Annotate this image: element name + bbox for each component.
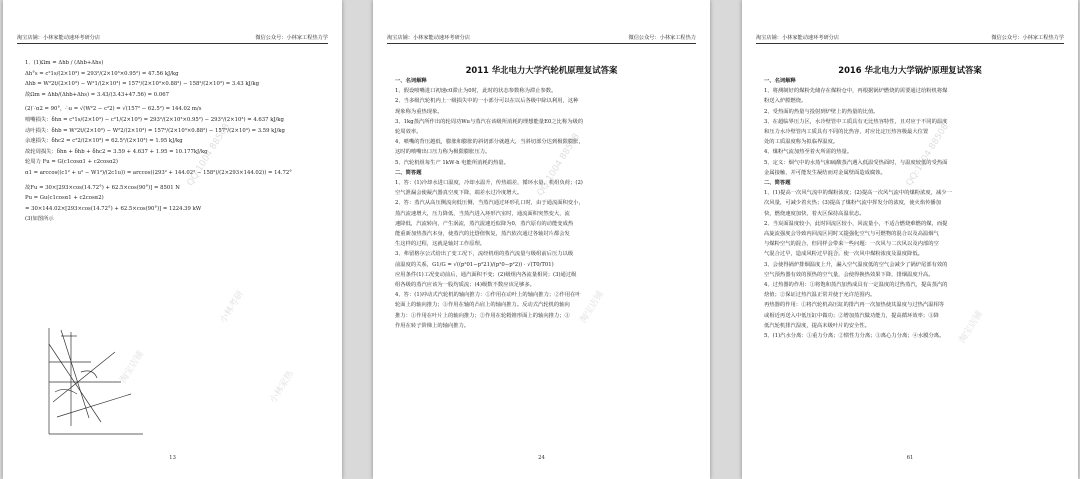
page-body [395, 76, 692, 331]
watermark: 小林考研 [827, 229, 856, 266]
text-line: 或相近再送入中低压缸中做功；②增加蒸汽做功能力，提高循环效率；③降 [764, 312, 939, 319]
section-heading: 一、名词解释 [395, 78, 427, 84]
text-line: 作用在转子阶梯上的轴向推力。 [395, 322, 470, 329]
text-line: 速降低，汽流转向，产生涡流，蒸汽流速近似降为0，蒸汽原有的动能变成热 [395, 220, 574, 227]
document-page-3 [742, 0, 1078, 479]
text-line: 现象称为重热现象。 [395, 108, 443, 115]
page-number: 24 [538, 455, 545, 461]
text-line: (3)如图所示 [25, 216, 54, 223]
text-line: 高旋流强度会导致内回流区同时又提强化空气与可燃物的混合以及高温烟气 [764, 231, 939, 238]
text-line: 空气泄漏会使凝汽器真空度下降，端差水过冷度增大。 [395, 190, 523, 197]
text-line: 应用条件(1)工况变动前后，通汽面积不变；(2)级组内各流量相同；(3)通过级 [395, 271, 577, 278]
text-line: 和压力水冷壁管内工质具有不同的比热容，对应比定压热容极最大位置 [764, 129, 929, 136]
text-line: 推力：①作用在叶片上的轴向推力；②作用在轮毂锥形面上的轴向推力；③ [395, 312, 570, 319]
header-shop: 淘宝店铺：小林家能动速环考研分店 [756, 35, 840, 41]
page-body [764, 76, 1060, 341]
text-line: 蒸汽流速增大，压力降低，当蒸汽进入环形汽室时，通流面积突然变大，流 [395, 210, 570, 217]
page-title: 2016 华北电力大学锅炉原理复试答案 [838, 65, 982, 75]
text-line: 处的工质温度称为拟临界温度。 [764, 139, 839, 146]
section-heading: 二、简答题 [764, 180, 791, 187]
text-line: 空气预热器有效的预热的空气量，会使得换热效果下降，排烟温度升高。 [764, 271, 934, 278]
watermark: QQ:1004 88508 [904, 121, 952, 189]
text-line: 故Ωm = Δhb/(Δhb+Δhs) = 3.43/(3.43+47.56) = 0.067 [25, 91, 169, 98]
text-line: 次风量，可减少着火热；(3)提高了煤粉气流中挥发分的浓度，使火焰传播加 [764, 200, 942, 207]
text-line: 轮面上的轴向推力；③作用在轴的凸肩上的轴向推力。反动式汽轮机的轴向 [395, 302, 570, 309]
text-line: Pu = Gu(c1cosα1 + c2cosα2) [25, 195, 104, 202]
text-line: Δh°s = c²1s/(2×10³) = 293²/(2×10³×0.95²) = 47.56 kJ/kg [25, 70, 179, 77]
header-shop: 淘宝店铺：小林家能动速环考研分店 [17, 35, 101, 41]
text-line: (2)∵α2 = 90°，∴u = √(W²2 − c²2) = √(157² − 62.5²) = 144.02 m/s [25, 106, 202, 113]
text-line: 金属接触，并可能发生凝结而对金属壁面造成腐蚀。 [764, 169, 886, 176]
text-line: 1、假设喷嘴进口初速c0滞止为0时，此时的状态参数称为滞止参数。 [395, 88, 557, 95]
page-title: 2011 华北电力大学汽轮机原理复试答案 [465, 65, 618, 75]
text-line: 焓值；②保证过热汽温正常并使于允许范围内。 [764, 292, 876, 299]
text-line: 1、(1)提高一次风气流中的煤粉浓度；(2)提高一次风气流中的煤粉浓度，减少一 [764, 190, 952, 197]
section-heading: 一、名词解释 [764, 78, 796, 84]
text-line: Δhb = W²2t/(2×10³) − W²1/(2×10³) = 157²/(2×10³×0.88²) − 158²/(2×10³) = 3.43 kJ/kg [25, 81, 260, 88]
text-line: 粉送入炉膛燃烧。 [764, 98, 807, 105]
text-line: 1．(1)Ωm = Δhb / (Δhb+Δhs) [25, 60, 104, 66]
watermark: 小林考研 [468, 209, 497, 246]
page-number: 61 [906, 455, 914, 461]
text-line: 1、答：(1)冷却水进口温度，冷却水温升，传热端差，循环水量，机组负荷；(2) [395, 180, 583, 187]
page-number: 13 [169, 455, 176, 461]
text-line: 1、将测制好的煤粉先储存在煤粉仓中，再根据锅炉燃烧的需要通过给粉机将煤 [764, 88, 948, 95]
text-line: 故Fu = 30×[293×cos(14.72°) + 62.5×cos(90°)] = 8501 N [25, 184, 180, 191]
header-shop: 淘宝店铺：小林家能动速环考研分店 [387, 35, 471, 41]
text-line: 轮周力 Fu = G(c1cosα1 + c2cosα2) [25, 159, 118, 166]
text-line: 5、(1)汽水分离：①重力分离；②惯性力分离；③离心力分离；④水膜分离。 [764, 333, 945, 340]
text-line: 3、在超临界压力区，水冷壁管中工质具有无比热容特性，且对应于不同的温度 [764, 118, 948, 125]
text-line: 低汽轮机排汽湿度，提高末级叶片的安全性。 [764, 322, 870, 329]
page-header [17, 34, 328, 44]
text-line: 能重新加热蒸汽本身，使蒸汽的比焓值恢复，蒸汽依次通过各轴封片都会发 [395, 231, 570, 238]
watermark: 小林家热 [268, 369, 297, 406]
page-body [25, 58, 324, 225]
watermark: QQ:1004 88508 [185, 121, 233, 189]
text-line: 5、汽轮机组每生产 1kW·h 电能所消耗的热量。 [395, 159, 509, 166]
document-page-2 [373, 0, 710, 479]
text-line: 4、喷嘴的背压越低，膨胀和膨胀的斜切部分就越大，当斜切部分达到极限膨胀， [395, 139, 584, 146]
text-line: 与煤粉空气的混合，但同样会带来一些问题：一次风与二次风以及内部的空 [764, 241, 939, 248]
text-line: 2、答：蒸汽从高压侧流向低压侧，当蒸汽通过环形孔口时，由于通流面积变小， [395, 200, 584, 207]
text-line: 4、过热器的作用：①将饱和蒸汽加热成具有一定温度的过热蒸汽，提高蒸汽的 [764, 282, 948, 289]
text-line: 2、受热面的热量与投射到炉壁上的热量的比值。 [764, 108, 879, 115]
text-line: 喷嘴损失：δhn = c²1s/(2×10³) − c²1/(2×10³) = 293²/(2×10³×0.95²) − 293²/(2×10³) = 4.637 kJ/kg [25, 116, 284, 123]
text-line: = 30×144.02×[293×cos(14.72°) + 62.5×cos(90°)] = 1224.39 kW [25, 205, 202, 212]
text-line: 这时的喷嘴出口压力称为极限膨胀压力。 [395, 149, 491, 156]
page-header [756, 34, 1064, 44]
text-line: 轮周效率。 [395, 129, 422, 136]
text-line: 5、定义：烟气中的水蒸气和硫酸蒸汽遇入低温受热面时，与温度较低的受热面 [764, 159, 948, 166]
text-line: 组各级的蒸汽应该为一股均质流；(4)级数不数应该足够多。 [395, 282, 535, 289]
text-line: 动叶损失：δhb = W²2t/(2×10³) − W²2/(2×10³) = 157²/(2×10³×0.88²) − 157²/(2×10³) = 3.59 kJ/kg [25, 127, 285, 134]
text-line: 再热器的作用：①将汽轮机高压缸的排汽再一次加热使其温度与过热汽温相等 [764, 302, 945, 309]
document-page-1 [3, 0, 342, 479]
text-line: 故轮周损失：δhn + δhb + δhc2 = 3.59 + 4.637 + 1.95 = 10.177kJ/kg [25, 148, 208, 155]
watermark: 淘宝店铺 [578, 289, 607, 326]
text-line: 余速损失：δhc2 = c²2/(2×10³) = 62.5²/(2×10³) = 1.95 kJ/kg [25, 138, 183, 145]
watermark: 小林考研 [218, 289, 247, 326]
watermark: QQ:1004 88508 [535, 131, 583, 199]
text-line: 3、会使得锅炉排烟温度上升，漏入空气温度低的空气会减少了锅炉尾部有效的 [764, 261, 948, 268]
text-line: 4、煤粉气流加热至着火所需的热量。 [764, 149, 853, 156]
page-header [387, 34, 696, 44]
section-heading: 二、简答题 [395, 169, 422, 176]
header-wechat: 微信公众号：小林家工程热力 [628, 35, 696, 41]
text-line: 前温度的关系，G1/G = √((p²01−p²21)/(p²0−p²2)) · √(T0/T01) [395, 261, 554, 268]
header-wechat: 微信公众号：小林家工程热力学 [255, 35, 328, 41]
text-line: 3、弗留格尔公式给出了变工况下，流经机组的蒸汽流量与级组前后压力以级 [395, 251, 574, 258]
text-line: 2、当炭面温度较小，此时回流区较小，回流量小，不适合燃烧难燃的煤，而提 [764, 220, 948, 227]
text-line: 气混合过早，造成风粉过早混合，使一次风中煤粉浓度及温度降低。 [764, 251, 923, 258]
velocity-triangle-sketch [31, 322, 151, 442]
text-line: 2、当多级汽轮机内上一级损失中的一小部分可以在以后各级中除以利用，这种 [395, 98, 579, 105]
header-wechat: 微信公众号：小林家工程热力学 [991, 35, 1064, 41]
text-line: 生这样的过程，这就是轴封工作原理。 [395, 241, 486, 248]
text-line: 4、答：(1)冲动式汽轮机的轴向推力：①作用在动叶上的轴向推力；②作用在叶 [395, 292, 581, 299]
text-line: 快，燃烧速度加快，着火区保持高温状态。 [764, 210, 865, 217]
watermark: 淘宝店铺 [118, 349, 147, 386]
text-line: 3、1kg蒸汽所作出的轮周功Wu与蒸汽在该级所消耗的理想能量E0之比称为级的 [395, 118, 584, 125]
watermark: 淘宝店铺 [957, 309, 986, 346]
text-line: α1 = arccos((c1² + u² − W1²)/(2c1u)) = arccos((293² + 144.02² − 158²)/(2×293×144.02)) = 14.72° [25, 169, 292, 176]
